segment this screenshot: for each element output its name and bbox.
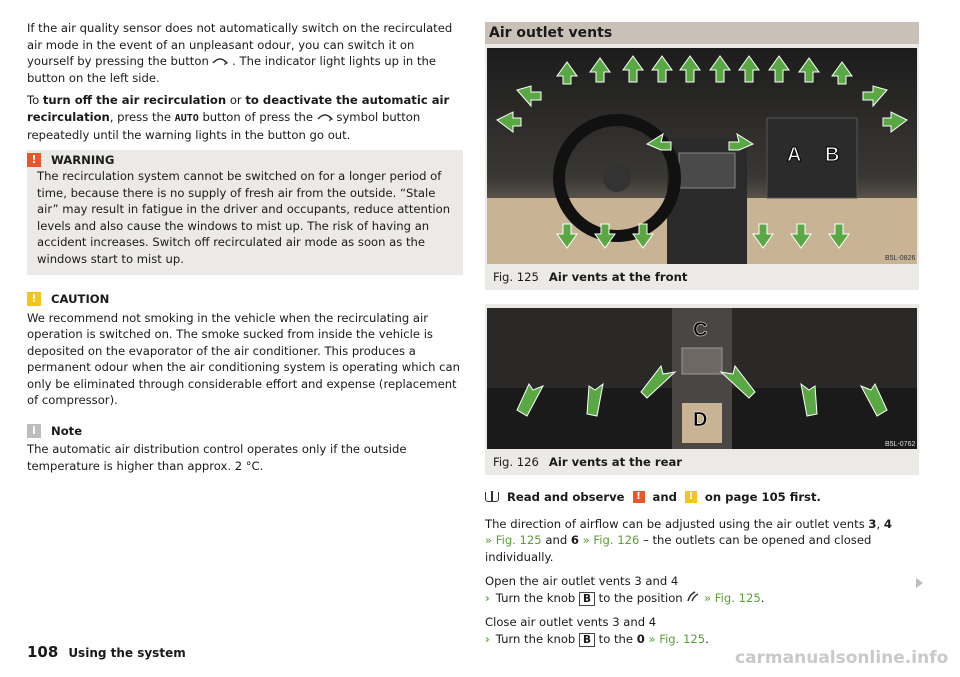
- open-step: › Turn the knob B to the position » Fig. 125.: [485, 590, 765, 605]
- book-icon: [485, 492, 499, 502]
- open-vents-title: Open the air outlet vents 3 and 4: [485, 574, 679, 588]
- page-number: 108: [27, 643, 59, 661]
- knob-b-key: B: [579, 592, 595, 606]
- svg-text:D: D: [693, 409, 708, 431]
- note-icon: i: [27, 424, 41, 438]
- close-vents-title: Close air outlet vents 3 and 4: [485, 615, 657, 629]
- fig-125-link[interactable]: » Fig. 125: [648, 631, 706, 646]
- figure-125-caption: Fig. 125 Air vents at the front: [493, 270, 688, 284]
- watermark: carmanualsonline.info: [735, 648, 949, 668]
- close-step: › Turn the knob B to the 0 » Fig. 125.: [485, 631, 709, 646]
- caution-text: We recommend not smoking in the vehicle when the recirculating air operation is switched on. The smoke sucked from inside the vehicle is deposited on the evaporator of the air conditioner. This produces a permanent odour when the air conditioning system is operating which can only be eliminated through considerable effort and expense (replacement of compressor).: [27, 310, 461, 407]
- recirculation-icon: [212, 54, 232, 68]
- caution-title: CAUTION: [51, 292, 110, 306]
- recirculation-icon: [317, 110, 337, 124]
- figure-code: B5L-0826: [885, 255, 916, 262]
- warning-mini-icon: !: [633, 491, 645, 503]
- deactivate-paragraph: To turn off the air recirculation or to deactivate the automatic air recirculation, press the AUTO button of press the symbol button repeatedly until the warning lights in the button go out.: [27, 93, 450, 142]
- note-title: Note: [51, 423, 83, 438]
- read-observe-line: Read and observe ! and ! on page 105 first.: [485, 489, 919, 506]
- front-vents-image: [487, 48, 917, 264]
- page-footer: [27, 644, 186, 662]
- warning-text: The recirculation system cannot be switched on for a longer period of time, because there is no supply of fresh air from the outside. “Stale air” may result in fatigue in the driver and occupants, reduce attention levels and also cause the windows to mist up. The risk of having an accident increases. Switch off recirculated air mode as soon as the windows start to mist up.: [37, 169, 451, 266]
- svg-text:C: C: [693, 319, 708, 341]
- fig-125-link[interactable]: » Fig. 125: [485, 533, 542, 547]
- warning-title: WARNING: [51, 152, 115, 167]
- fig-125-link[interactable]: » Fig. 125: [704, 590, 761, 605]
- svg-text:B: B: [825, 144, 840, 166]
- section-title: Air outlet vents: [485, 22, 919, 44]
- caution-mini-icon: !: [685, 491, 697, 503]
- warning-box: [27, 150, 463, 276]
- figure-code: B5L-0762: [885, 441, 916, 448]
- warning-icon: !: [27, 153, 41, 167]
- vent-position-icon: [686, 591, 704, 605]
- step-arrow-icon: ›: [485, 590, 490, 605]
- note-text: The automatic air distribution control operates only if the outside temperature is higher than approx. 2 °C.: [27, 442, 407, 473]
- fig-126-link[interactable]: » Fig. 126: [582, 533, 640, 547]
- right-column: [485, 22, 919, 647]
- airflow-paragraph: The direction of airflow can be adjusted using the air outlet vents 3, 4 » Fig. 125 and 6 » Fig. 126 – the outlets can be opened and closed individually.: [485, 516, 892, 564]
- figure-126-caption: Fig. 126 Air vents at the rear: [493, 455, 682, 469]
- left-column: [27, 20, 463, 480]
- knob-b-key: B: [579, 633, 595, 647]
- recirculation-paragraph: If the air quality sensor does not automatically switch on the recirculated air mode in the event of an unpleasant odour, you can switch it on yourself by pressing the button . The indicator light lights up in the button on the left side.: [27, 21, 453, 85]
- caution-icon: !: [27, 292, 41, 306]
- auto-icon: AUTO: [174, 112, 199, 124]
- footer-section: Using the system: [68, 646, 186, 660]
- figure-126: [485, 304, 919, 475]
- step-arrow-icon: ›: [485, 631, 490, 646]
- svg-text:A: A: [787, 144, 802, 166]
- figure-125: [485, 44, 919, 290]
- continue-arrow-icon: [916, 578, 923, 588]
- rear-vents-image: [487, 308, 917, 449]
